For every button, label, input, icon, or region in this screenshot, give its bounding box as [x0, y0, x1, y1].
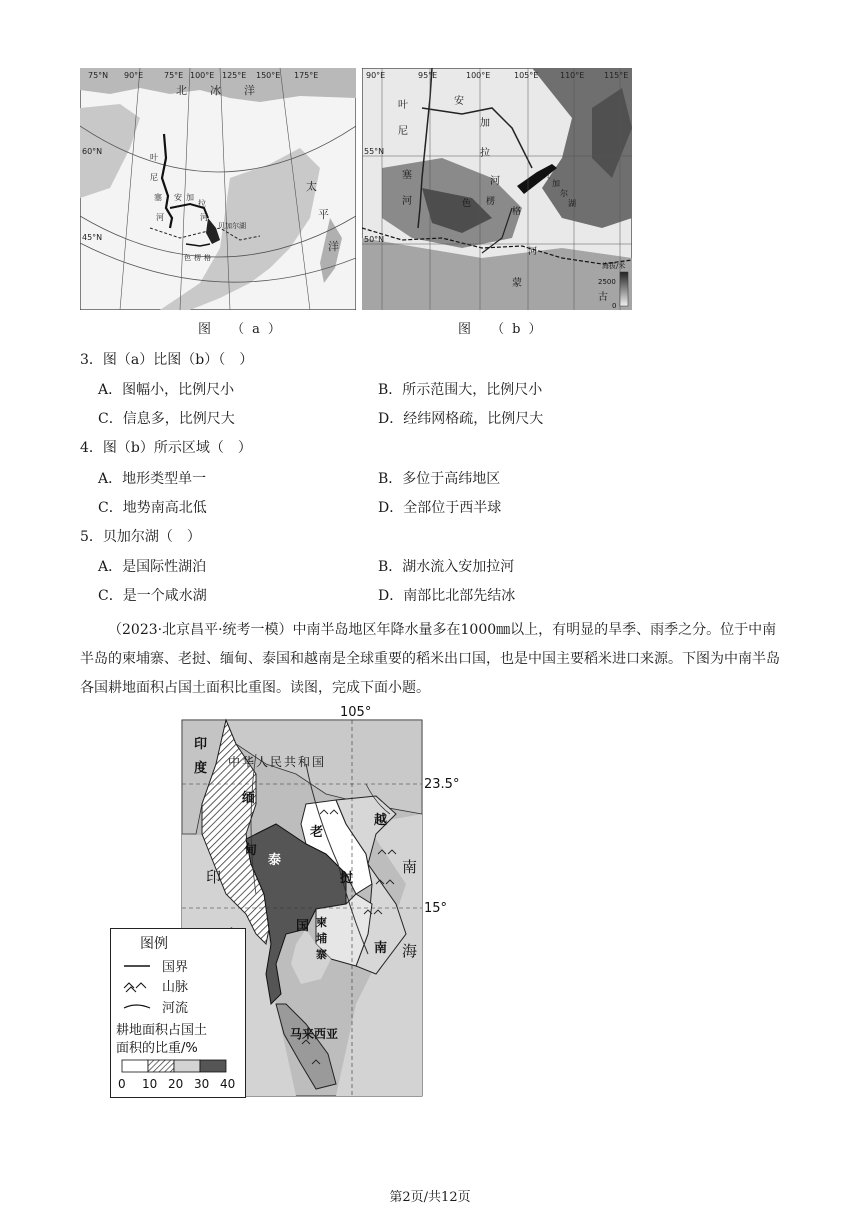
reading-passage: （2023·北京昌平·统考一模）中南半岛地区年降水量多在1000㎜以上，有明显的旱季、雨季之分。位于中南半岛的柬埔寨、老挝、缅甸、泰国和越南是全球重要的稻米出口国，也是中国主要稻米进口来源。下图为中南半岛各国耕地面积占国土面积比重图。读图，完成下面小题。	[80, 622, 780, 696]
map-a-lon-label: 125°E	[222, 71, 247, 80]
map-label: 老	[310, 825, 324, 840]
question-5-option-d: D．南部比北部先结冰	[378, 588, 516, 604]
map-b-place-label: 格	[512, 207, 522, 217]
ratio-title-line2: 面积的比重/%	[116, 1041, 198, 1056]
map-a-place-label: 尼	[150, 173, 158, 182]
question-4-option-d: D．全部位于西半球	[378, 500, 502, 516]
map-a-place-label: 色	[184, 254, 191, 262]
map-b-lon-label: 105°E	[514, 71, 539, 80]
legend-item: 国界	[162, 960, 189, 975]
map-a-place-label: 冰	[210, 84, 221, 97]
parallel-label: 23.5°	[424, 777, 460, 792]
map-b-place-label: 色	[462, 199, 472, 209]
map-a-place-label: 叶	[150, 153, 158, 162]
ratio-title-line1: 耕地面积占国土	[116, 1023, 208, 1038]
map-legend-content	[110, 928, 244, 1096]
map-b-place-label: 塞	[402, 170, 412, 181]
ratio-value: 40	[220, 1077, 236, 1091]
map-b-caption: 图 （b）	[458, 322, 550, 337]
sea-label: 印	[206, 868, 222, 886]
map-b-place-label: 河	[490, 176, 500, 187]
ratio-value: 30	[194, 1077, 210, 1091]
ratio-value: 20	[168, 1077, 184, 1091]
map-a-lat-label: 45°N	[82, 233, 103, 242]
map-a-place-label: 河	[156, 213, 164, 222]
page-footer: 第2页/共12页	[389, 1190, 471, 1205]
map-label: 南	[374, 941, 388, 956]
elevation-legend-value: 0	[612, 302, 617, 310]
map-b-place-label: 安	[454, 96, 464, 107]
map-a-place-label: 太	[306, 180, 317, 193]
map-label: 度	[194, 761, 208, 776]
map-label: 寨	[316, 948, 327, 961]
map-b-lon-label: 90°E	[366, 71, 386, 80]
map-a-lat-label: 60°N	[82, 147, 103, 156]
map-a-lon-label: 75°N	[88, 71, 109, 80]
map-b-lat-label: 55°N	[364, 147, 385, 156]
map-a-place-label: 楞	[194, 254, 201, 262]
map-a-caption: 图 （a）	[198, 322, 289, 337]
map-label: 甸	[244, 843, 258, 858]
map-b-place-label: 古	[598, 292, 608, 303]
meridian-label: 105°	[340, 705, 372, 720]
river-symbol	[124, 1005, 150, 1008]
map-label: 国	[296, 919, 310, 934]
map-a-place-label: 河	[200, 213, 208, 222]
map-a-place-label: 北	[176, 84, 187, 97]
question-5-option-a: A．是国际性湖泊	[98, 559, 207, 575]
map-a-place-label: 格	[204, 254, 211, 262]
map-b-lon-label: 115°E	[604, 71, 629, 80]
map-b-place-label: 加	[480, 118, 490, 129]
map-label: 印	[194, 737, 208, 752]
map-legend-graphic	[110, 928, 244, 1096]
map-b-place-label: 楞	[486, 197, 496, 207]
legend-item: 河流	[162, 1001, 189, 1016]
sea-label: 海	[402, 942, 418, 960]
map-a-lon-label: 90°E	[124, 71, 144, 80]
map-label: 埔	[316, 932, 327, 945]
map-label: 马来西亚	[290, 1027, 339, 1041]
ratio-scale	[122, 1060, 226, 1072]
question-3-option-a: A．图幅小，比例尺小	[98, 382, 235, 398]
question-4-option-c: C．地势南高北低	[98, 500, 207, 516]
map-b-place-label: 贝	[542, 171, 550, 180]
map-a-lon-label: 150°E	[256, 71, 281, 80]
question-3-option-b: B．所示范围大，比例尺小	[378, 382, 543, 398]
map-label: 泰	[268, 853, 282, 868]
elevation-legend-title: 海拔/米	[602, 262, 626, 270]
map-a-lon-label: 175°E	[294, 71, 319, 80]
sea-label: 南	[402, 858, 418, 876]
question-4-option-a: A．地形类型单一	[98, 471, 207, 487]
map-b	[362, 68, 632, 310]
ratio-swatch	[200, 1060, 226, 1072]
map-a-place-label: 贝加尔湖	[218, 222, 246, 230]
map-label-china: 中华人民共和国	[228, 755, 327, 769]
question-3-option-d: D．经纬网格疏，比例尺大	[378, 411, 544, 427]
map-b-place-label: 湖	[568, 199, 576, 208]
map-a-lon-label: 100°E	[190, 71, 215, 80]
map-a-place-label: 塞	[154, 193, 162, 202]
map-b-place-label: 拉	[480, 148, 490, 159]
question-3-stem: 3．图（a）比图（b）（ ）	[80, 352, 254, 368]
map-b-graphic	[362, 68, 632, 310]
parallel-label: 15°	[424, 901, 448, 916]
map-b-lon-label: 110°E	[560, 71, 585, 80]
ratio-value: 0	[118, 1077, 126, 1091]
map-label: 柬	[316, 916, 327, 929]
map-a-place-label: 安	[174, 193, 182, 202]
map-a-place-label: 洋	[244, 84, 255, 97]
map-b-place-label: 加	[552, 179, 560, 188]
question-4-option-b: B．多位于高纬地区	[378, 471, 501, 487]
map-a-graphic	[80, 68, 356, 310]
map-b-place-label: 叶	[398, 100, 408, 111]
map-a-place-label: 加	[186, 193, 194, 202]
map-a-place-label: 拉	[198, 199, 206, 208]
mountain-symbol	[124, 983, 146, 992]
map-b-lon-label: 95°E	[418, 71, 438, 80]
question-5-option-b: B．湖水流入安加拉河	[378, 559, 515, 575]
map-b-place-label: 尼	[398, 126, 408, 137]
map-label: 挝	[340, 871, 354, 886]
map-b-lon-label: 100°E	[466, 71, 491, 80]
map-a-lon-label: 75°E	[164, 71, 184, 80]
legend-title: 图例	[140, 936, 168, 952]
question-4-stem: 4．图（b）所示区域（ ）	[80, 440, 252, 456]
ratio-swatch	[174, 1060, 200, 1072]
ratio-value: 10	[142, 1077, 158, 1091]
map-label: 越	[374, 813, 388, 828]
ratio-swatch	[122, 1060, 148, 1072]
elevation-legend-value: 2500	[598, 278, 616, 286]
map-b-place-label: 河	[402, 196, 412, 207]
map-b-place-label: 尔	[560, 189, 568, 198]
map-a-place-label: 平	[318, 208, 329, 221]
map-label: 缅	[242, 791, 256, 806]
map-a-place-label: 洋	[328, 240, 339, 253]
question-5-stem: 5．贝加尔湖（ ）	[80, 529, 201, 545]
map-b-place-label: 蒙	[512, 278, 522, 289]
question-5-option-c: C．是一个咸水湖	[98, 588, 207, 604]
map-b-lat-label: 50°N	[364, 235, 385, 244]
question-3-option-c: C．信息多，比例尺大	[98, 411, 235, 427]
legend-item: 山脉	[162, 980, 189, 995]
ratio-swatch	[148, 1060, 174, 1072]
map-a	[80, 68, 356, 310]
map-b-place-label: 河	[528, 247, 538, 257]
